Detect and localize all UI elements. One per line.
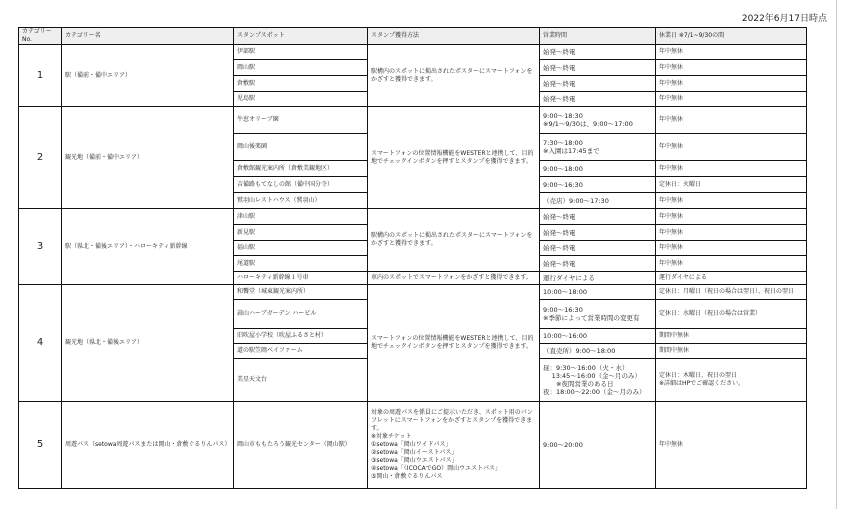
closed-days: 期間中無休	[656, 329, 807, 344]
opening-hours: 始発～終電	[540, 256, 656, 272]
category-name: 周遊パス（setowa周遊パスまたは岡山・倉敷ぐるりんパス）	[62, 402, 234, 489]
closed-days: 年中無休	[656, 60, 807, 76]
opening-hours: 始発～終電	[540, 45, 656, 60]
category-no: 1	[19, 45, 62, 107]
opening-hours: 10:00～16:00	[540, 329, 656, 344]
opening-hours: 10:00～18:00	[540, 285, 656, 300]
header-hours: 営業時間	[540, 28, 656, 45]
table-row	[19, 402, 807, 489]
stamp-method: 駅構内のスポットに掲出されたポスターにスマートフォンをかざすと獲得できます。	[368, 45, 540, 107]
stamp-spot-name: 福山駅	[234, 241, 368, 256]
closed-days: 年中無休	[656, 241, 807, 256]
as-of-date: 2022年6月17日時点	[741, 14, 827, 24]
closed-days: 定休日：水曜日（祝日の場合は営業）	[656, 300, 807, 329]
stamp-spot-name: 鷲羽山レストハウス（鷲羽山）	[234, 193, 368, 209]
stamp-spot-name: 蒜山ハーブガーデン ハービル	[234, 300, 368, 329]
opening-hours: 運行ダイヤによる	[540, 272, 656, 285]
category-name: 観光地（県北・備後エリア）	[62, 285, 234, 402]
category-name: 観光地（備前・備中エリア）	[62, 107, 234, 209]
closed-days: 年中無休	[656, 92, 807, 107]
stamp-spot-name: 美星天文台	[234, 359, 368, 402]
opening-hours: 9:00～18:00	[540, 161, 656, 177]
stamp-method: 車内のスポットでスマートフォンをかざすと獲得できます。	[368, 272, 540, 285]
header-category-name: カテゴリー名	[62, 28, 234, 45]
table-row	[19, 107, 807, 134]
stamp-spot-name: 岡山市ももたろう観光センター（岡山駅）	[234, 402, 368, 489]
header-closed-days: 休業日 ※7/1~9/30の間	[656, 28, 807, 45]
opening-hours: 始発～終電	[540, 60, 656, 76]
closed-days: 運行ダイヤによる	[656, 272, 807, 285]
category-no: 5	[19, 402, 62, 489]
category-name: 駅（備前・備中エリア）	[62, 45, 234, 107]
closed-days: 年中無休	[656, 402, 807, 489]
stamp-spot-name: 倉敷館観光案内所（倉敷美観地区）	[234, 161, 368, 177]
closed-days: 年中無休	[656, 225, 807, 241]
stamp-spot-name: 旧吹屋小学校（吹屋ふるさと村）	[234, 329, 368, 344]
stamp-spot-name: 伊部駅	[234, 45, 368, 60]
header-method: スタンプ獲得方法	[368, 28, 540, 45]
table-row	[19, 285, 807, 300]
table-row	[19, 45, 807, 60]
stamp-spot-name: 児島駅	[234, 92, 368, 107]
opening-hours: 9:00～16:30	[540, 177, 656, 193]
stamp-spot-name: 道の駅笠岡ベイファーム	[234, 344, 368, 359]
stamp-spot-name: 和饗堂（城東観光案内所）	[234, 285, 368, 300]
closed-days: 年中無休	[656, 256, 807, 272]
stamp-spot-name: 尾道駅	[234, 256, 368, 272]
closed-days: 年中無休	[656, 161, 807, 177]
opening-hours: 9:00～16:30 ※季節によって営業時間の変更有	[540, 300, 656, 329]
closed-days: 年中無休	[656, 76, 807, 92]
opening-hours: 9:00～18:30 ※9/1～9/30は、9:00～17:00	[540, 107, 656, 134]
category-no: 3	[19, 209, 62, 285]
stamp-method: スマートフォンの位置情報機能をWESTERと連携して、目的地でチェックインボタンを押すとスタンプを獲得できます。	[368, 107, 540, 209]
stamp-spot-name: 倉敷駅	[234, 76, 368, 92]
stamp-spot-name: 津山駅	[234, 209, 368, 225]
opening-hours: 9:00～20:00	[540, 402, 656, 489]
opening-hours: 始発～終電	[540, 225, 656, 241]
opening-hours: 昼：9:30～16:00（火・水） 13:45～16:00（金～月のみ） ※夜間営業のある日 夜：18:00～22:00（金～月のみ）	[540, 359, 656, 402]
header-stamp-spot: スタンプスポット	[234, 28, 368, 45]
closed-days: 年中無休	[656, 193, 807, 209]
opening-hours: 始発～終電	[540, 76, 656, 92]
stamp-spot-name: 岡山駅	[234, 60, 368, 76]
opening-hours: 始発～終電	[540, 209, 656, 225]
closed-days: 年中無休	[656, 209, 807, 225]
stamp-spot-name: 牛窓オリーブ園	[234, 107, 368, 134]
closed-days: 年中無休	[656, 134, 807, 161]
stamp-method: 対象の周遊パスを係員にご提示いただき、スポット用のパンフレットにスマートフォンをかざすとスタンプを獲得できます。 ※対象チケット ①setowa「岡山ワイドパス」 ②setowa「岡山イーストパス」 ③setowa「岡山ウエストパス」 ④setowa「（ICOCAでGO）岡山ウエストパス」 ⑤岡山・倉敷ぐるりんパス	[368, 402, 540, 489]
opening-hours: （売店）9:00～17:30	[540, 193, 656, 209]
stamp-method: 駅構内のスポットに掲出されたポスターにスマートフォンをかざすと獲得できます。	[368, 209, 540, 272]
page-edge-divider	[836, 0, 837, 509]
category-no: 2	[19, 107, 62, 209]
opening-hours: 始発～終電	[540, 92, 656, 107]
closed-days: 期間中無休	[656, 344, 807, 359]
stamp-spot-name: ハローキティ新幹線１号車	[234, 272, 368, 285]
stamp-spot-name: 吉備路もてなしの館（備中国分寺）	[234, 177, 368, 193]
header-category-no: カテゴリーNo.	[19, 28, 62, 45]
closed-days: 定休日：月曜日（祝日の場合は翌日）、祝日の翌日	[656, 285, 807, 300]
opening-hours: 7:30～18:00 ※入園は17:45まで	[540, 134, 656, 161]
stamp-spot-name: 岡山後楽園	[234, 134, 368, 161]
category-name: 駅（県北・備後エリア）・ハローキティ新幹線	[62, 209, 234, 285]
closed-days: 年中無休	[656, 107, 807, 134]
closed-days: 定休日：木曜日、祝日の翌日 ※詳細はHPでご確認ください。	[656, 359, 807, 402]
stamp-spot-table	[18, 27, 807, 489]
closed-days: 年中無休	[656, 45, 807, 60]
table-row	[19, 209, 807, 225]
stamp-method: スマートフォンの位置情報機能をWESTERと連携して、目的地でチェックインボタンを押すとスタンプを獲得できます。	[368, 285, 540, 402]
stamp-spot-name: 新見駅	[234, 225, 368, 241]
closed-days: 定休日：火曜日	[656, 177, 807, 193]
table-header-row	[19, 28, 807, 45]
opening-hours: 始発～終電	[540, 241, 656, 256]
opening-hours: （直売所）9:00～18:00	[540, 344, 656, 359]
category-no: 4	[19, 285, 62, 402]
